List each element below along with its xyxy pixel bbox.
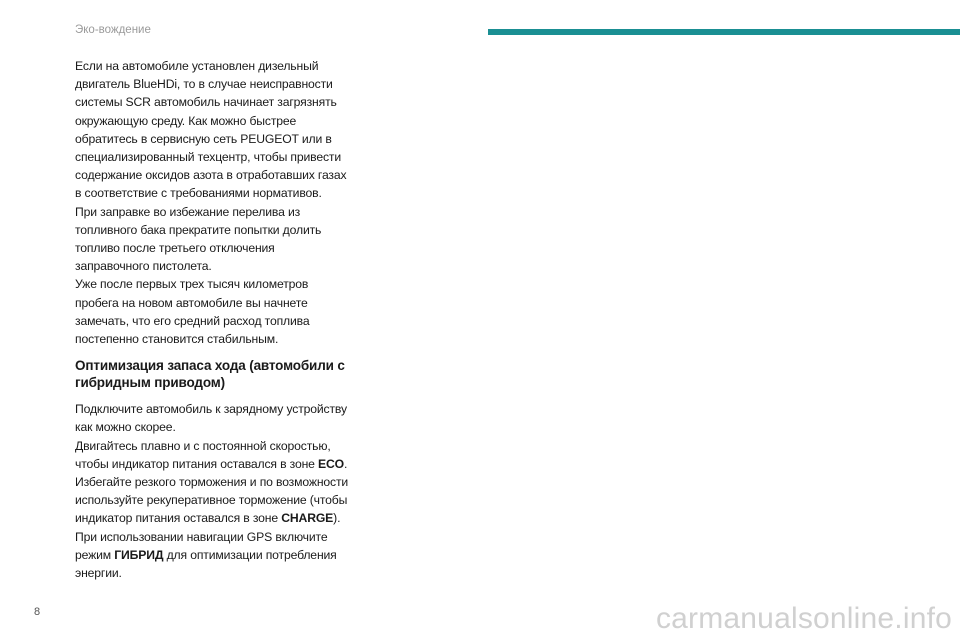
section-heading-hybrid: Оптимизация запаса хода (автомобили с гибридным приводом) xyxy=(75,358,345,391)
gps-text-end: для оптимизации потребления энергии. xyxy=(75,547,337,581)
eco-label: ECO xyxy=(318,456,345,471)
charge-label: CHARGE xyxy=(281,511,334,526)
paragraph-break-in: Уже после первых трех тысяч километров пробега на новом автомобиле вы начнете замечать, что его средний расход топлива постепенно становится стабильным. xyxy=(75,277,310,347)
hybrid-label: ГИБРИД xyxy=(114,547,164,562)
paragraph-charge: Подключите автомобиль к зарядному устройству как можно скорее. xyxy=(75,402,347,435)
paragraph-refueling: При заправке во избежание перелива из топливного бака прекратите попытки долить топливо после третьего отключения заправочного пистолета. xyxy=(75,204,322,274)
paragraph-bluehdi-scr: Если на автомобиле установлен дизельный двигатель BlueHDi, то в случае неисправности системы SCR автомобиль начинает загрязнять окружающую среду. Как можно быстрее обратитесь в сервисную сеть PEUGEOT или в специализированный техцентр, чтобы привести содержание оксидов азота в отработавших газах в соответствие с требованиями нормативов. xyxy=(75,59,347,201)
watermark: carmanualsonline.info xyxy=(655,602,952,635)
page-number: 8 xyxy=(34,606,41,618)
accent-bar xyxy=(488,29,960,35)
gps-text: При использовании навигации GPS включите режим xyxy=(75,529,328,562)
eco-text-end: . xyxy=(344,456,348,471)
paragraph-eco xyxy=(75,437,350,473)
paragraph-gps-hybrid xyxy=(75,528,350,583)
eco-text: Двигайтесь плавно и с постоянной скоростью, чтобы индикатор питания оставался в зоне xyxy=(75,438,331,471)
paragraph-regen-braking xyxy=(75,473,350,528)
regen-text-end: ). xyxy=(333,511,341,526)
section-title: Эко-вождение xyxy=(75,24,151,36)
regen-text: Избегайте резкого торможения и по возможности используйте рекуперативное торможение (чтобы индикатор питания оставался в зоне xyxy=(75,475,349,526)
text-column xyxy=(75,57,350,582)
